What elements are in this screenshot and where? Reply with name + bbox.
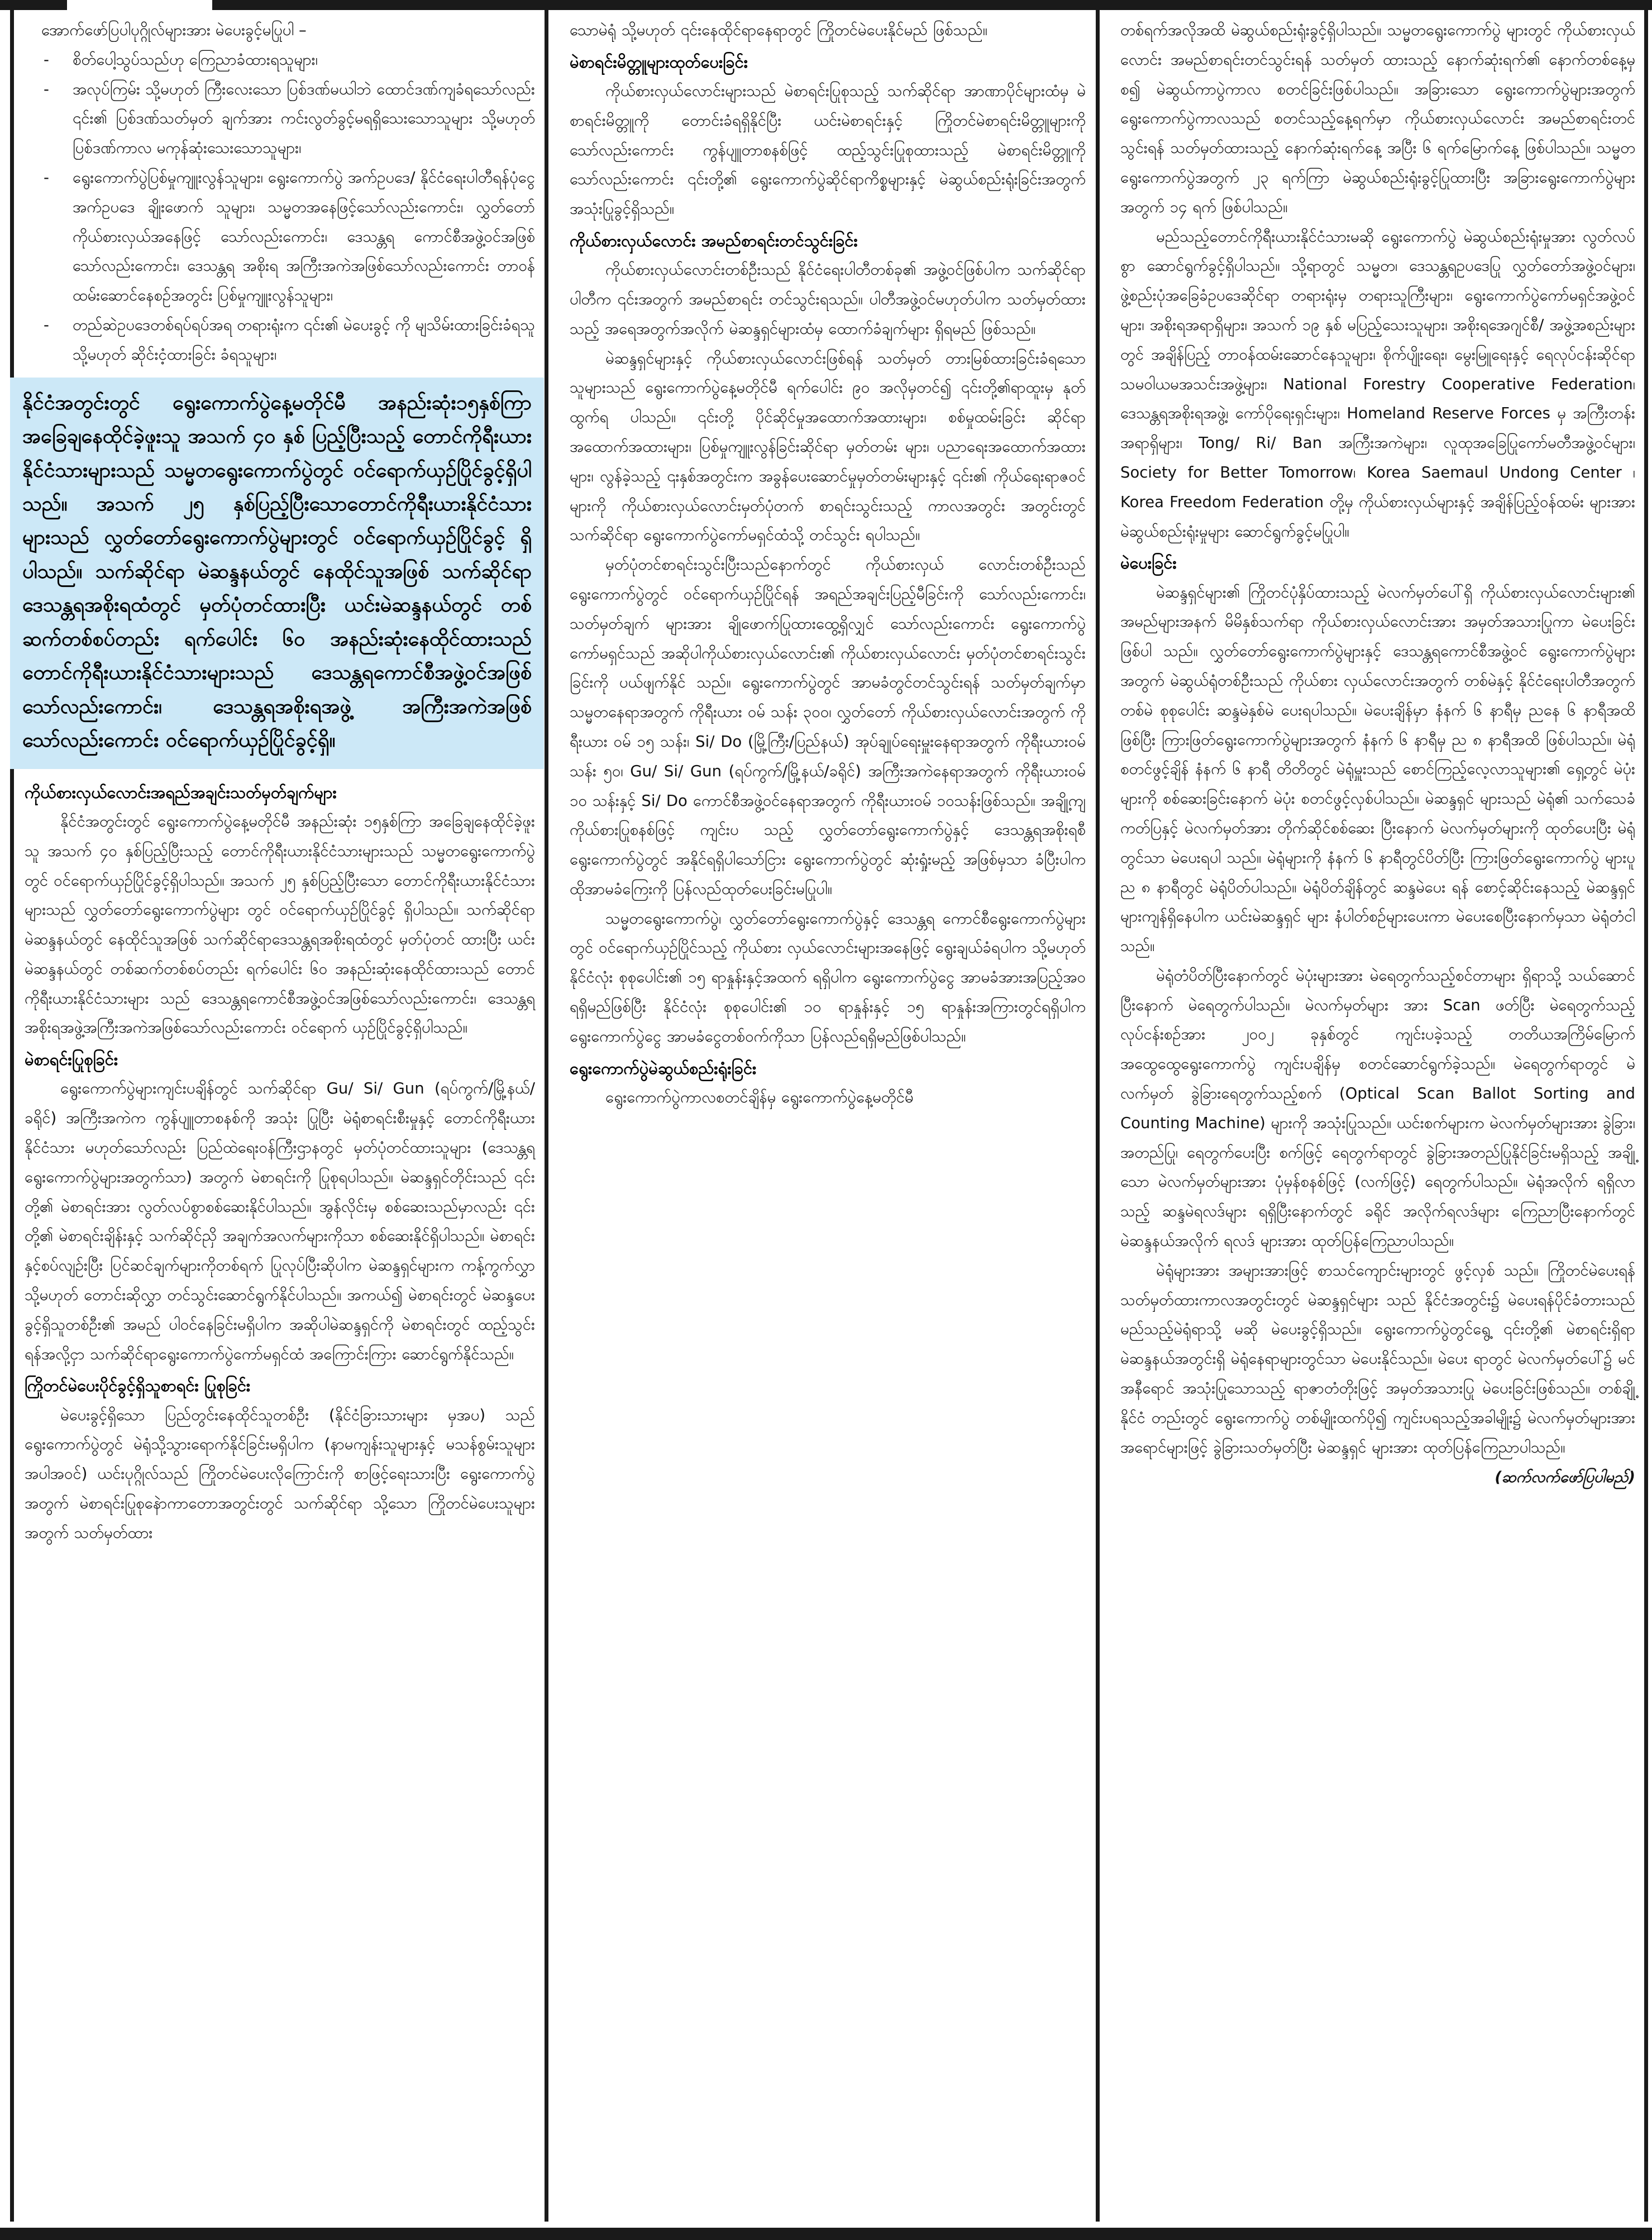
list-item-text: ရွေးကောက်ပွဲပြစ်မှုကျူးလွန်သူများ၊ ရွေးကောက်ပွဲ အက်ဥပဒေ/ နိုင်ငံရေးပါတီရန်ပုံငွေ အက်ဥပဒေ ချိုးဖောက် သူများ၊ သမ္မတအနေဖြင့်သော်လည်းကောင်း၊ လွှတ်တော် ကိုယ်စားလှယ်အနေဖြင့် သော်လည်းကောင်း၊ ဒေသန္တရ ကောင်စီအဖွဲ့ဝင်အဖြစ်သော်လည်းကောင်း၊ ဒေသန္တရ အစိုးရ အကြီးအကဲအဖြစ်သော်လည်းကောင်း တာဝန် ထမ်းဆောင်နေစဉ်အတွင်း ပြစ်မှုကျူးလွန်သူများ၊ [73,168,535,305]
para-candidate-registration-4: သမ္မတရွေးကောက်ပွဲ၊ လွှတ်တော်ရွေးကောက်ပွဲနှင့် ဒေသန္တရ ကောင်စီရွေးကောက်ပွဲများတွင် ဝင်ရောက်ယှဉ်ပြိုင်သည့် ကိုယ်စား လှယ်လောင်းများအနေဖြင့် ရွေးချယ်ခံရပါက သို့မဟုတ် နိုင်ငံလုံး စုစုပေါင်း၏ ၁၅ ရာနှုန်းနှင့်အထက် ရရှိပါက ရွေးကောက်ပွဲငွေ အာမခံအားအပြည့်အဝရရှိမည်ဖြစ်ပြီး နိုင်ငံလုံး စုစုပေါင်း၏ ၁၀ ရာနှုန်းနှင့် ၁၅ ရာနှုန်းအကြားတွင်ရရှိပါက ရွေးကောက်ပွဲငွေ အာမခံငွေတစ်ဝက်ကိုသာ ပြန်လည်ရရှိမည်ဖြစ်ပါသည်။ [570,909,1086,1045]
list-item-text: အလုပ်ကြမ်း သို့မဟုတ် ကြီးလေးသော ပြစ်ဒဏ်မယါဘဲ ထောင်ဒဏ်ကျခံရသော်လည်း ၎င်း၏ ပြစ်ဒဏ်သတ်မှတ် ချက်အား ကင်းလွတ်ခွင့်မရရှိသေးသောသူများ သို့မဟုတ် ပြစ်ဒဏ်ကာလ မကုန်ဆုံးသေးသောသူများ၊ [73,80,535,157]
heading-voter-list-copies: မဲစာရင်းမိတ္တူများထုတ်ပေးခြင်း [570,52,748,71]
disqualification-lead: အောက်ဖော်ပြပါပုဂ္ဂိုလ်များအား မဲပေးခွင့်မပြုပါ – [41,21,307,39]
three-column-layout [0,10,1652,2228]
para-candidate-registration-3: မှတ်ပုံတင်စာရင်းသွင်းပြီးသည်နောက်တွင် ကိုယ်စားလှယ် လောင်းတစ်ဦးသည် ရွေးကောက်ပွဲတွင် ဝင်ရောက်ယှဉ်ပြိုင်ရန် အရည်အချင်းပြည့်မီခြင်းကို သော်လည်းကောင်း၊ သတ်မှတ်ချက် များအား ချိုဖောက်ပြုထားထွေ့ရှိလျှင် သော်လည်းကောင်း ရွေးကောက်ပွဲကော်မရှင်သည် အဆိုပါကိုယ်စားလှယ်လောင်း၏ ကိုယ်စားလှယ်လောင်း မှတ်ပုံတင်စာရင်းသွင်းခြင်းကို ပယ်ဖျက်နိုင် သည်။ ရွေးကောက်ပွဲတွင် အာမခံတွင်တင်သွင်းရန် သတ်မှတ်ချက်မှာ သမ္မတနေရာအတွက် ကိုရီးယား ဝမ် သန်း ၃၀၀၊ လွှတ်တော် ကိုယ်စားလှယ်လောင်းအတွက် ကိုရီးယား ဝမ် ၁၅ သန်း၊ Si/ Do (မြို့ကြီး/ပြည်နယ်) အုပ်ချုပ်ရေးမှူးနေရာအတွက် ကိုရီးယားဝမ် သန်း ၅၀၊ Gu/ Si/ Gun (ရပ်ကွက်/မြို့နယ်/ခရိုင်) အကြီးအကဲနေရာအတွက် ကိုရီးယားဝမ် ၁၀ သန်းနှင့် Si/ Do ကောင်စီအဖွဲ့ဝင်နေရာအတွက် ကိုရီးယားဝမ် ၁၀သန်းဖြစ်သည်။ အချို့ကျကိုယ်စားပြုစနစ်ဖြင့် ကျင်းပ သည့် လွှတ်တော်ရွေးကောက်ပွဲနှင့် ဒေသန္တရအစိုးရစီ ရွေးကောက်ပွဲတွင် အနိုင်ရရှိပါသော်ငြား ရွေးကောက်ပွဲတွင် ဆုံးရှုံးမည့် အဖြစ်မှသာ ခံပြီးပါက ထိုအာမခံကြေးကို ပြန်လည်ထုတ်ပေးခြင်းမပြုပါ။ [570,556,1086,898]
heading-candidate-requirements: ကိုယ်စားလှယ်လောင်းအရည်အချင်းသတ်မှတ်ချက်များ [25,782,337,802]
heading-advance-voting-list: ကြိုတင်မဲပေးပိုင်ခွင့်ရှိသူစာရင်း ပြုစုခြင်း [25,1376,251,1396]
para-voting-1: မဲဆန္ဒရှင်များ၏ ကြိုတင်ပုံနှိပ်ထားသည့် မဲလက်မှတ်ပေါ်ရှိ ကိုယ်စားလှယ်လောင်းများ၏ အမည်များအနက် မိမိနှစ်သက်ရာ ကိုယ်စားလှယ်လောင်းအား အမှတ်အသားပြုကာ မဲပေးခြင်းဖြစ်ပါ သည်။ လွှတ်တော်ရွေးကောက်ပွဲများနှင့် ဒေသန္တရကောင်စီအဖွဲ့ဝင် ရွေးကောက်ပွဲများအတွက် မဲဆွယ်ရုံတစ်ဦးသည် ကိုယ်စား လှယ်လောင်းအတွက် တစ်မဲနှင့် နိုင်ငံရေးပါတီအတွက် တစ်မဲ စုစုပေါင်း ဆန္ဒမဲနှစ်မဲ ပေးရပါသည်။ မဲပေးချိန်မှာ နံနက် ၆ နာရီမှ ညနေ ၆ နာရီအထိဖြစ်ပြီး ကြားဖြတ်ရွေးကောက်ပွဲများအတွက် နံနက် ၆ နာရီမှ ည ၈ နာရီအထိ ဖြစ်ပါသည်။ မဲရုံစတင်ဖွင့်ချိန် နံနက် ၆ နာရီ တိတိတွင် မဲရုံမှူးသည် စောင်ကြည့်လေ့လာသူများ၏ ရှေ့တွင် မဲပုံး များကို စစ်ဆေးခြင်းနောက် မဲပုံး စတင်ဖွင့်လှစ်ပါသည်။ မဲဆန္ဒရှင် များသည် မဲရုံ၏ သက်သေခံကတ်ပြနှင့် မဲလက်မှတ်အား တိုက်ဆိုင်စစ်ဆေး ပြီးနောက် မဲလက်မှတ်များကို ထုတ်ပေးပြီး မဲရုံတွင်သာ မဲပေးရပါ သည်။ မဲရုံများကို နံနက် ၆ နာရီတွင်ပိတ်ပြီး ကြားဖြတ်ရွေးကောက်ပွဲ များပူ ည ၈ နာရီတွင် မဲရုံပိတ်ပါသည်။ မဲရုံပိတ်ချိန်တွင် ဆန္ဒမဲပေး ရန် စောင့်ဆိုင်းနေသည့် မဲဆန္ဒရှင်များကျန်ရှိနေပါက ယင်းမဲဆန္ဒရှင် များ နံပါတ်စဉ်များပေးကာ မဲပေးစေပြီးနောက်မှသာ မဲရုံတံငါ သည်။ [1120,583,1635,956]
list-item-text: တည်ဆဲဥပဒေတစ်ရပ်ရပ်အရ တရားရုံးက ၎င်း၏ မဲပေးခွင့် ကို မျသိမ်းထားခြင်းခံရသူ သို့မဟုတ် ဆိုင်းငံ့ထားခြင်း ခံရသူများ၊ [73,316,535,364]
para-candidate-registration-2: မဲဆန္ဒရှင်များနှင့် ကိုယ်စားလှယ်လောင်းဖြစ်ရန် သတ်မှတ် တားမြစ်ထားခြင်းခံရသောသူများသည် ရွေးကောက်ပွဲနေ့မတိုင်မီ ရက်ပေါင်း ၉၀ အလိုမှတင်၍ ၎င်းတို့၏ရာထူးမှ နုတ်ထွက်ရ ပါသည်။ ၎င်းတို့ ပိုင်ဆိုင်မှုအထောက်အထားများ၊ စစ်မှုထမ်းခြင်း ဆိုင်ရာ အထောက်အထားများ၊ ပြစ်မှုကျူးလွန်ခြင်းဆိုင်ရာ မှတ်တမ်း များ၊ ပညာရေးအထောက်အထားများ၊ လွန်ခဲ့သည့် ၎းနှစ်အတွင်းက အခွန်ပေးဆောင်မှုမှတ်တမ်းများနှင့် ၎င်း၏ ကိုယ်ရေးရာဇဝင်များကို ကိုယ်စားလှယ်လောင်းမှတ်ပုံတက် စာရင်းသွင်းသည့် ကာလအတွင်း အတွင်းတွင် သက်ဆိုင်ရာ ရွေးကောက်ပွဲကော်မရှင်ထံသို့ တင်သွင်း ရပါသည်။ [570,349,1086,545]
bullet-dash-icon: - [44,80,49,98]
para-candidate-registration-1: ကိုယ်စားလှယ်လောင်းတစ်ဦးသည် နိုင်ငံရေးပါတီတစ်ခု၏ အဖွဲ့ဝင်ဖြစ်ပါက သက်ဆိုင်ရာပါတီက ၎င်းအတွက် အမည်စာရင်း တင်သွင်းရသည်။ ပါတီအဖွဲ့ဝင်မဟုတ်ပါက သတ်မှတ်ထား သည့် အရေအတွက်အလိုက် မဲဆန္ဒရှင်များထံမှ ထောက်ခံချက်များ ရှိရမည် ဖြစ်သည်။ [570,261,1086,338]
para-advance-voting-list: မဲပေးခွင့်ရှိသော ပြည်တွင်းနေထိုင်သူတစ်ဦး (နိုင်ငံခြားသားများ မှအပ) သည်ရွေးကောက်ပွဲတွင် မဲရုံသို့သွားရောက်နိုင်ခြင်းမရှိပါက (နာမကျန်းသူများနှင့် မသန်စွမ်းသူများအပါအဝင်) ယင်းပုဂ္ဂိုလ်သည် ကြိုတင်မဲပေးလိုကြောင်းကို စာဖြင့်ရေးသားပြီး ရွေးကောက်ပွဲ အတွက် မဲစာရင်းပြုစုနေဲာကာတောအတွင်းတွင် သက်ဆိုင်ရာ သို့သော ကြိုတင်မဲပေးသူများအတွက် သတ်မှတ်ထား [25,1406,535,1542]
para-voting-2: မဲရုံတံပိတ်ပြီးနောက်တွင် မဲပုံးများအား မဲရေတွက်သည့်စင်တာများ ရှိရာသို့ သယ်ဆောင်ပြီးနောက် မဲရေတွက်ပါသည်။ မဲလက်မှတ်များ အား Scan ဖတ်ပြီး မဲရေတွက်သည့်လုပ်ငန်းစဉ်အား ၂၀၀၂ ခုနှစ်တွင် ကျင်းပခဲ့သည့် တတိယအကြိမ်မြောက် အထွေထွေရွေးကောက်ပွဲ ကျင်းပချိန်မှ စတင်ဆောင်ရွက်ခဲ့သည်။ မဲရေတွက်ရာတွင် မဲလက်မှတ် ခွဲခြားရေတွက်သည့်စက် (Optical Scan Ballot Sorting and Counting Machine) များကို အသုံးပြုသည်။ ယင်းစက်များက မဲလက်မှတ်များအား ခွဲခြား၊ အတည်ပြု၊ ရေတွက်ပေးပြီး စက်ဖြင့် ရေတွက်ရာတွင် ခွဲခြားအတည်ပြုနိုင်ခြင်းမရှိသည့် အချို့သော မဲလက်မှတ်များအား ပုံမှန်စနစ်ဖြင့် (လက်ဖြင့်) ရေတွက်ပါသည်။ မဲရုံအလိုက် ရရှိလာသည့် ဆန္ဒမဲရလဒ်များ ရရှိပြီးနောက်တွင် ခရိုင် အလိုက်ရလဒ်များ ကြေညာပြီးနောက်တွင် မဲဆန္ဒနယ်အလိုက် ရလဒ် များအား ထုတ်ပြန်ကြေညာပါသည်။ [1120,966,1635,1250]
list-item [25,45,535,75]
top-rule-right [212,0,1652,10]
list-item-text: စိတ်ပေါ့သွပ်သည်ဟု ကြေညာခံထားရသူများ၊ [73,50,318,69]
para-election-campaign: ရွေးကောက်ပွဲကာလစတင်ချိန်မှ ရွေးကောက်ပွဲနေ့မတိုင်မီ [605,1088,914,1106]
para-column2-continuation: သောမဲရုံ သို့မဟုတ် ၎င်းနေထိုင်ရာနေရာတွင် ကြိုတင်မဲပေးနိုင်မည် ဖြစ်သည်။ [570,21,988,39]
bullet-dash-icon: - [44,50,49,69]
top-rule-left [0,0,67,10]
para-voting-3: မဲရုံများအား အများအားဖြင့် စာသင်ကျောင်းများတွင် ဖွင့်လှစ် သည်။ ကြိုတင်မဲပေးရန် သတ်မှတ်ထားကာလအတွင်းတွင် မဲဆန္ဒရှင်များ သည် နိုင်ငံအတွင်း၌ မဲပေးရန်ပိုင်ခံတားသည် မည်သည့်မဲရုံရာသို့ မဆို မဲပေးခွင့်ရှိသည်။ ရွေးကောက်ပွဲတွင်ရွေ့ ၎င်းတို့၏ မဲစာရင်းရှိရာ မဲဆန္ဒနယ်အတွင်းရှိ မဲရုံနေရာများတွင်သာ မဲပေးနိုင်သည်။ မဲပေး ရာတွင် မဲလက်မှတ်ပေါ်၌ မင်အနီရောင် အသုံးပြုသောသည့် ရာဇာတံတိုးဖြင့် အမှတ်အသားပြု မဲပေးခြင်းဖြစ်သည်။ တစ်ချို့နိုင်ငံ တည်းတွင် ရွေးကောက်ပွဲ တစ်မျိုးထက်ပို၍ ကျင်းပရသည့်အခါမျိုး၌ မဲလက်မှတ်များအား အရောင်များဖြင့် ခွဲခြားသတ်မှတ်ပြီး မဲဆန္ဒရှင် များအား ထုတ်ပြန်ကြေညာပါသည်။ [1120,1261,1635,1456]
para-campaign-eligibility: မည်သည့်တောင်ကိုရီးယားနိုင်ငံသားမဆို ရွေးကောက်ပွဲ မဲဆွယ်စည်းရုံးမှုအား လွတ်လပ်စွာ ဆောင်ရွက်ခွင့်ရှိပါသည်။ သို့ရာတွင် သမ္မတ၊ ဒေသန္တရဥပဒေပြု လွှတ်တော်အဖွဲ့ဝင်များ၊ ဖွဲ့စည်းပုံအခြေခံဥပဒေဆိုင်ရာ တရားရုံးမှ တရားသူကြီးများ၊ ရွေးကောက်ပွဲကော်မရှင်အဖွဲ့ဝင်များ၊ အစိုးရအရာရှိများ၊ အသက် ၁၉ နှစ် မပြည့်သေးသူများ၊ အစိုးရအေဂျင်စီ/ အဖွဲ့အစည်းများတွင် အချိန်ပြည့် တာဝန်ထမ်းဆောင်နေသူများ၊ စိုက်ပျိုးရေး၊ မွေးမြူရေးနှင့် ရေလုပ်ငန်းဆိုင်ရာ သမဝါယမအသင်းအဖွဲ့များ၊ National Forestry Cooperative Federation၊ ဒေသန္တရအစိုးရအဖွဲ့၊ ကော်ပိုရေးရှင်းများ၊ Homeland Reserve Forces မှ အကြီးတန်းအရာရှိများ၊ Tong/ Ri/ Ban အကြီးအကဲများ၊ လူထုအခြေပြုကော်မတီအဖွဲ့ဝင်များ၊ Society for Better Tomorrow၊ Korea Saemaul Undong Center ၊ Korea Freedom Federation တို့မှ ကိုယ်စားလှယ်များနှင့် အချိန်ပြည့်ဝန်ထမ်း များအား မဲဆွယ်စည်းရုံးမှုများ ဆောင်ရွက်ခွင့်မပြုပါ။ [1120,227,1635,541]
list-item [25,75,535,163]
heading-election-campaign: ရွေးကောက်ပွဲမဲဆွယ်စည်းရုံးခြင်း [570,1058,757,1078]
para-voter-list-copies: ကိုယ်စားလှယ်လောင်းများသည် မဲစာရင်းပြုစုသည့် သက်ဆိုင်ရာ အာဏာပိုင်များထံမှ မဲစာရင်းမိတ္တူကို တောင်းခံရရှိနိုင်ပြီး ယင်းမဲစာရင်းနှင့် ကြိုတင်မဲစာရင်းမိတ္တူများကိုသော်လည်းကောင်း ကွန်ပျူတာစနစ်ဖြင့် ထည့်သွင်းပြုစုထားသည့် မဲစာရင်းမိတ္တူကို သော်လည်းကောင်း ၎င်းတို့၏ ရွေးကောက်ပွဲဆိုင်ရာကိစ္စများနှင့် မဲဆွယ်စည်းရုံးခြင်းအတွက် အသုံးပြုခွင့်ရှိသည်။ [570,82,1086,218]
para-column3-continuation: တစ်ရက်အလိုအထိ မဲဆွယ်စည်းရုံးခွင့်ရှိပါသည်။ သမ္မတရွေးကောက်ပွဲ များတွင် ကိုယ်စားလှယ်လောင်း အမည်စာရင်းတင်သွင်းရန် သတ်မှတ် ထားသည့် နောက်ဆုံးရက်၏ နောက်တစ်နေ့မှစ၍ မဲဆွယ်ကာပွဲကာလ စတင်ခြင်းဖြစ်ပါသည်။ အခြားသော ရွေးကောက်ပွဲများအတွက် ရွေးကောက်ပွဲကာလသည် စတင်သည့်နေ့ရက်မှာ ကိုယ်စားလှယ်လောင်း အမည်စာရင်းတင်သွင်းရန် သတ်မှတ်ထားသည့် နောက်ဆုံးရက်နေ့ အပြီး ၆ ရက်မြောက်နေ့ ဖြစ်ပါသည်။ သမ္မတရွေးကောက်ပွဲအတွက် ၂၃ ရက်ကြာ မဲဆွယ်စည်းရုံးခွင့်ပြုထားပြီး အခြားရွေးကောက်ပွဲများ အတွက် ၁၄ ရက် ဖြစ်ပါသည်။ [1120,21,1635,216]
bottom-rule [0,2228,1652,2240]
list-item [25,311,535,370]
heading-voting: မဲပေးခြင်း [1120,553,1177,573]
column-1 [0,10,551,2228]
column-3 [1101,10,1652,2228]
heading-candidate-registration: ကိုယ်စားလှယ်လောင်း အမည်စာရင်းတင်သွင်းခြင်း [570,231,858,250]
disqualification-list [25,45,535,370]
list-item [25,163,535,311]
callout-text: နိုင်ငံအတွင်းတွင် ရွေးကောက်ပွဲနေ့မတိုင်မီ အနည်းဆုံး၁၅နှစ်ကြာ အခြေချနေထိုင်ခဲ့ဖူးသူ အသက် ၄၀ နှစ် ပြည့်ပြီးသည့် တောင်ကိုရီးယားနိုင်ငံသားများသည် သမ္မတရွေးကောက်ပွဲတွင် ဝင်ရောက်ယှဉ်ပြိုင်ခွင့်ရှိပါ သည်။ အသက် ၂၅ နှစ်ပြည့်ပြီးသောတောင်ကိုရီးယားနိုင်ငံသားများသည် လွှတ်တော်ရွေးကောက်ပွဲများတွင် ဝင်ရောက်ယှဉ်ပြိုင်ခွင့် ရှိပါသည်။ သက်ဆိုင်ရာ မဲဆန္ဒနယ်တွင် နေထိုင်သူအဖြစ် သက်ဆိုင်ရာဒေသန္တရအစိုးရထံတွင် မှတ်ပုံတင်ထားပြီး ယင်းမဲဆန္ဒနယ်တွင် တစ်ဆက်တစ်စပ်တည်း ရက်ပေါင်း ၆၀ အနည်းဆုံးနေထိုင်ထားသည် တောင်ကိုရီးယားနိုင်ငံသားများသည် ဒေသန္တရကောင်စီအဖွဲ့ဝင်အဖြစ်သော်လည်းကောင်း၊ ဒေသန္တရအစိုးရအဖွဲ့ အကြီးအကဲအဖြစ်သော်လည်းကောင်း ဝင်ရောက်ယှဉ်ပြိုင်ခွင့်ရှိ။ [22,391,532,752]
para-voter-roll: ရွေးကောက်ပွဲများကျင်းပချိန်တွင် သက်ဆိုင်ရာ Gu/ Si/ Gun (ရပ်ကွက်/မြို့နယ်/ခရိုင်) အကြီးအကဲက ကွန်ပျူတာစနစ်ကို အသုံး ပြုပြီး မဲရုံစာရင်းစီးမှုနှင့် တောင်ကိုရီးယားနိုင်ငံသား မဟုတ်သော်လည်း ပြည်ထဲရေးဝန်ကြီးဌာနတွင် မှတ်ပုံတင်ထားသူများ (ဒေသန္တရ ရွေးကောက်ပွဲများအတွက်သာ) အတွက် မဲစာရင်းကို ပြုစုရပါသည်။ မဲဆန္ဒရှင်တိုင်းသည် ၎င်းတို့၏ မဲစာရင်းအား လွတ်လပ်စွာစစ်ဆေးနိုင်ပါသည်။ အွန်လိုင်းမှ စစ်ဆေးသည်မှာလည်း ၎င်းတို့၏ မဲစာရင်းချိန်းနှင့် သက်ဆိုင်ညှိ အချက်အလက်များကိုသာ စစ်ဆေးနိုင်ရှိပါသည်။ မဲစာရင်းနှင့်စပ်လျဉ်းပြီး ပြင်ဆင်ချက်များကိုတစ်ရက် ပြုလုပ်ပြီးဆိုပါက မဲဆန္ဒရှင်များက ကန့်ကွက်လွှာ သို့မဟုတ် တောင်းဆိုလွှာ တင်သွင်းဆောင်ရွက်နိုင်ပါသည်။ အကယ်၍ မဲစာရင်းတွင် မဲဆန္ဒပေးခွင့်ရှိသူတစ်ဦး၏ အမည် ပါဝင်နေခြင်းမရှိပါက အဆိုပါမဲဆန္ဒရှင်ကို မဲစာရင်းတွင် ထည့်သွင်း ရန်အလို့ငှာ သက်ဆိုင်ရာရွေးကောက်ပွဲကော်မရှင်ထံ အကြောင်းကြား ဆောင်ရွက်နိုင်သည်။ [25,1080,535,1363]
continued-note: (ဆက်လက်ဖော်ပြပါမည်) [1495,1469,1635,1487]
bullet-dash-icon: - [44,168,49,187]
bullet-dash-icon: - [44,316,49,334]
para-candidate-requirements: နိုင်ငံအတွင်းတွင် ရွေးကောက်ပွဲနေ့မတိုင်မီ အနည်းဆုံး ၁၅နှစ်ကြာ အခြေချနေထိုင်ခဲ့ဖူးသူ အသက် ၄၀ နှစ်ပြည့်ပြီးသည့် တောင်ကိုရီးယားနိုင်ငံသားများသည် သမ္မတရွေးကောက်ပွဲတွင် ဝင်ရောက်ယှဉ်ပြိုင်ခွင့်ရှိပါသည်။ အသက် ၂၅ နှစ်ပြည့်ပြီးသော တောင်ကိုရီးယားနိုင်ငံသားများသည် လွှတ်တော်ရွေးကောက်ပွဲများ တွင် ဝင်ရောက်ယှဉ်ပြိုင်ခွင့် ရှိပါသည်။ သက်ဆိုင်ရာ မဲဆန္ဒနယ်တွင် နေထိုင်သူအဖြစ် သက်ဆိုင်ရာဒေသန္တရအစိုးရထံတွင် မှတ်ပုံတင် ထားပြီး ယင်းမဲဆန္ဒနယ်တွင် တစ်ဆက်တစ်စပ်တည်း ရက်ပေါင်း ၆၀ အနည်းဆုံးနေထိုင်ထားသည် တောင်ကိုရီးယားနိုင်ငံသားများ သည် ဒေသန္တရကောင်စီအဖွဲ့ဝင်အဖြစ်သော်လည်းကောင်း၊ ဒေသန္တရ အစိုးရအဖွဲ့အကြီးအကဲအဖြစ်သော်လည်းကောင်း ဝင်ရောက် ယှဉ်ပြိုင်ခွင့်ရှိပါသည်။ [25,812,535,1037]
column-2 [551,10,1101,2228]
highlighted-callout-box [10,378,544,769]
heading-voter-roll: မဲစာရင်းပြုစုခြင်း [25,1050,118,1069]
